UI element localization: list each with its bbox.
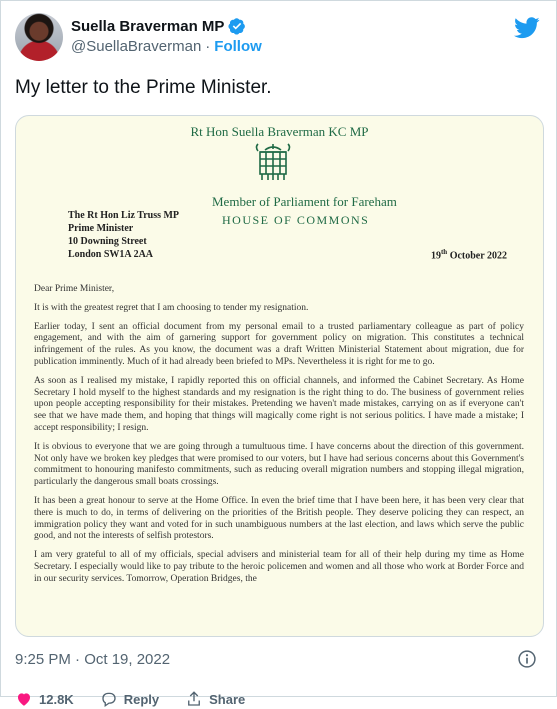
- reply-icon: [100, 690, 118, 708]
- display-name[interactable]: Suella Braverman MP: [71, 17, 225, 35]
- paragraph: It has been a great honour to serve at the Home Office. In even the brief time that I have been here, it has been very clear that there is much to do, in terms of delivering on the priorities of the British people. They deserve policing they can respect, an immigration policy they want and voted for in such unambiguous numbers at the last election, and laws which serve the public good, and not the interests of selfish protestors.: [34, 495, 524, 542]
- share-icon: [185, 690, 203, 708]
- share-label: Share: [209, 691, 246, 707]
- handle[interactable]: @SuellaBraverman: [71, 38, 202, 55]
- address-line: London SW1A 2AA: [68, 249, 154, 260]
- paragraph: Earlier today, I sent an official document from my personal email to a trusted parliamentary colleague as part of policy engagement, and with the aim of garnering support for government policy on migration. This constitutes a technical infringement of the rules. As you know, the document was a draft Written Ministerial Statement about migration, due for publication imminently. Much of it had already been briefed to MPs. Nevertheless it is right for me to go.: [34, 321, 524, 367]
- follow-button[interactable]: Follow: [214, 38, 262, 55]
- tweet-header: [15, 13, 544, 65]
- avatar[interactable]: [15, 13, 63, 61]
- handle-row: [71, 38, 262, 55]
- date-day: 19: [430, 250, 441, 262]
- info-icon[interactable]: [517, 649, 537, 669]
- paragraph: It is with the greatest regret that I am choosing to tender my resignation.: [34, 302, 309, 313]
- timestamp[interactable]: 9:25 PM · Oct 19, 2022: [15, 651, 171, 668]
- salutation: Dear Prime Minister,: [34, 284, 115, 294]
- name-row: [71, 17, 246, 35]
- recipient-address: [68, 209, 179, 261]
- reply-button[interactable]: [100, 689, 159, 709]
- verified-badge-icon: [228, 17, 246, 35]
- address-line: The Rt Hon Liz Truss MP: [68, 210, 180, 221]
- action-bar: [15, 689, 544, 709]
- share-button[interactable]: [185, 689, 245, 709]
- letter-image[interactable]: [15, 115, 544, 637]
- tweet-text: My letter to the Prime Minister.: [15, 77, 272, 98]
- separator: ·: [205, 38, 211, 55]
- portcullis-icon: [254, 142, 292, 186]
- address-line: 10 Downing Street: [68, 236, 147, 247]
- date-rest: October 2022: [447, 250, 507, 262]
- letter-body: [34, 284, 524, 593]
- letter-date: [431, 248, 507, 261]
- paragraph: As soon as I realised my mistake, I rapidly reported this on official channels, and informed the Cabinet Secretary. As Home Secretary I hold myself to the highest standards and my resignation is the right thing to do. The business of government relies upon people accepting responsibility for their mistakes. Pretending we haven't made mistakes, carrying on as if everyone can't see that we have made them, and hoping that things will magically come right is not serious politics. I have made a mistake; I accept responsibility; I resign.: [34, 375, 524, 433]
- like-button[interactable]: [15, 689, 74, 709]
- twitter-bird-icon[interactable]: [514, 17, 540, 39]
- letterhead: Rt Hon Suella Braverman KC MP: [190, 124, 369, 139]
- letter: [16, 116, 543, 636]
- house-line: HOUSE OF COMMONS: [222, 213, 370, 227]
- paragraph: I am very grateful to all of my officials, special advisers and ministerial team for all of their help during my time as Home Secretary. I especially would like to pay tribute to the heroic policemen and women and all those who work at Border Force and in our security services. Tomorrow, Operation Bridges, the: [34, 550, 524, 584]
- heart-icon: [15, 690, 33, 708]
- date-suffix: th: [440, 248, 448, 256]
- paragraph: It is obvious to everyone that we are going through a tumultuous time. I have concerns about the direction of this government. Not only have we broken key pledges that were promised to our voters, but I have had serious concerns about this Government's commitment to honouring manifesto commitments, such as reducing overall migration numbers and stopping illegal migration, particularly the dangerous small boats crossings.: [34, 441, 524, 488]
- member-line: Member of Parliament for Fareham: [212, 194, 397, 209]
- address-line: Prime Minister: [68, 223, 134, 234]
- reply-label: Reply: [123, 691, 160, 707]
- like-count: 12.8K: [39, 691, 74, 707]
